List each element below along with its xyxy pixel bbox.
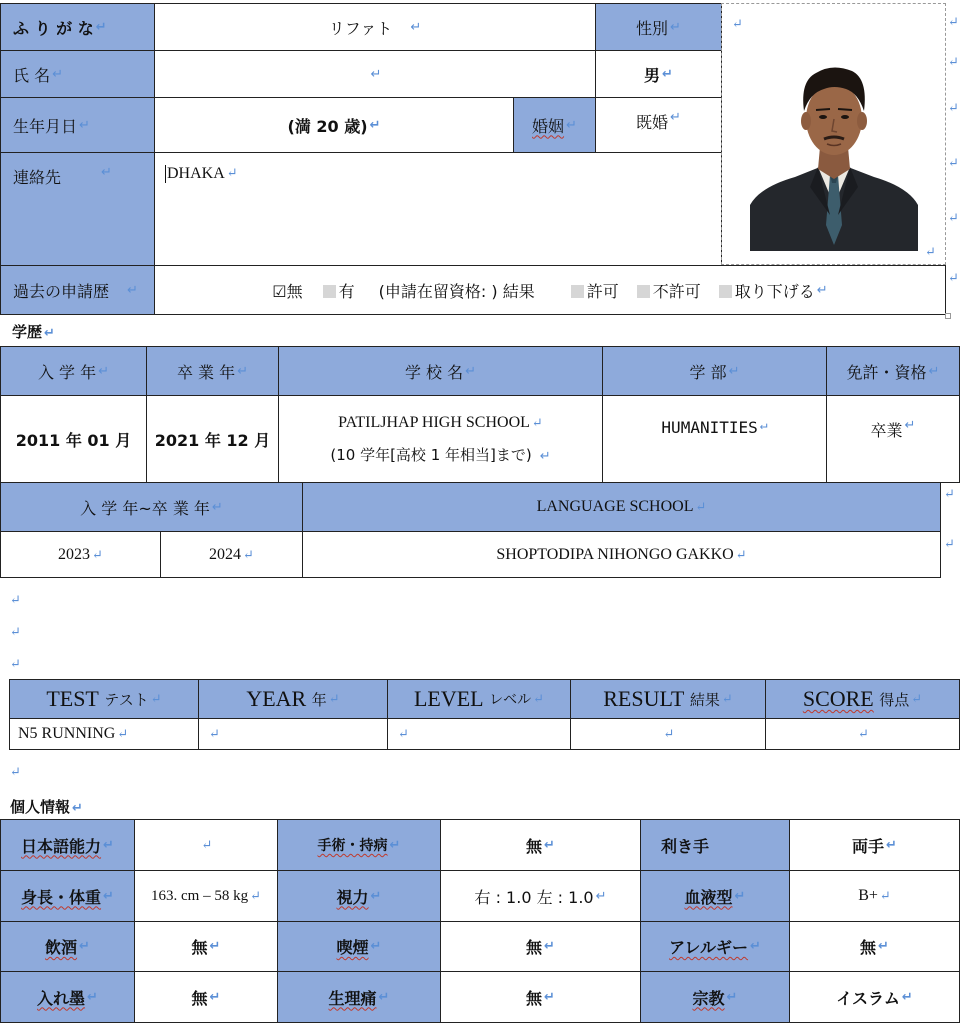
history-yes-checkbox[interactable] [323,285,336,298]
gender-value[interactable]: 男 ↵ [595,50,722,98]
furigana-value[interactable]: リファト ↵ [154,3,596,51]
dob-label: 生年月日 ↵ [0,97,155,153]
paragraph-mark: ↵ [10,764,21,779]
test-header-test: TEST テスト ↵ [9,679,199,719]
surgery-illness-label: 手術・持病 ↵ [277,819,441,871]
history-none-checkbox[interactable]: ☑無 [272,281,303,301]
surgery-illness-value[interactable]: 無 ↵ [440,819,641,871]
language-end-year[interactable]: 2024 ↵ [160,531,303,578]
education-graduate-date[interactable]: 2021 年 12 月 [146,395,279,483]
paragraph-mark: ↵ [10,592,21,607]
handedness-value[interactable]: 両手 ↵ [789,819,960,871]
height-weight-value[interactable]: 163. cm – 58 kg ↵ [134,870,278,922]
japanese-ability-label: 日本語能力 ↵ [0,819,135,871]
education-header-graduate: 卒 業 年 ↵ [146,346,279,396]
education-header-qualification: 免許・資格 ↵ [826,346,960,396]
education-faculty[interactable]: HUMANITIES ↵ [602,395,827,483]
paragraph-mark: ↵ [10,624,21,639]
test-header-result: RESULT 結果 ↵ [570,679,766,719]
history-permit-checkbox[interactable] [571,285,584,298]
education-header-enter: 入 学 年 ↵ [0,346,147,396]
language-period-header: 入 学 年~卒 業 年 ↵ [0,482,303,532]
education-enter-date[interactable]: 2011 年 01 月 [0,395,147,483]
drinking-label: 飲酒 ↵ [0,921,135,972]
language-school-header: LANGUAGE SCHOOL ↵ [302,482,941,532]
test-header-score: SCORE 得点 ↵ [765,679,960,719]
education-header-faculty: 学 部 ↵ [602,346,827,396]
tattoo-value[interactable]: 無 ↵ [134,971,278,1023]
test-score-cell[interactable]: ↵ [765,718,960,750]
language-school-name[interactable]: SHOPTODIPA NIHONGO GAKKO ↵ [302,531,941,578]
person-portrait-icon [750,55,918,251]
blood-type-label: 血液型 ↵ [640,870,790,922]
education-school-name[interactable]: PATILJHAP HIGH SCHOOL ↵ (10 学年[高校 1 年相当]まで) ↵ [278,395,603,483]
test-level-cell[interactable]: ↵ [387,718,571,750]
test-year-cell[interactable]: ↵ [198,718,388,750]
japanese-ability-value[interactable]: ↵ [134,819,278,871]
eyesight-value[interactable]: 右 : 1.0 左 : 1.0 ↵ [440,870,641,922]
education-header-school: 学 校 名 ↵ [278,346,603,396]
drinking-value[interactable]: 無 ↵ [134,921,278,972]
history-value[interactable]: ☑無 有 (申請在留資格: ) 結果 許可 不許可 取り下げる ↵ [154,265,946,315]
history-withdraw-checkbox[interactable] [719,285,732,298]
smoking-value[interactable]: 無 ↵ [440,921,641,972]
handedness-label: 利き手 [640,819,790,871]
smoking-label: 喫煙 ↵ [277,921,441,972]
personal-heading: 個人情報 ↵ [10,798,83,816]
marriage-label: 婚姻 ↵ [513,97,596,153]
dob-value[interactable]: (満 20 歳) ↵ [154,97,514,153]
allergy-value[interactable]: 無 ↵ [789,921,960,972]
applicant-photo[interactable] [750,55,918,251]
test-header-level: LEVEL レベル ↵ [387,679,571,719]
gender-label: 性別 ↵ [595,3,722,51]
tattoo-label: 入れ墨 ↵ [0,971,135,1023]
blood-type-value[interactable]: B+ ↵ [789,870,960,922]
education-qualification[interactable]: 卒業 ↵ [826,395,960,483]
menstrual-pain-label: 生理痛 ↵ [277,971,441,1023]
test-name-cell[interactable]: N5 RUNNING ↵ [9,718,199,750]
paragraph-mark: ↵ [10,656,21,671]
history-label: 過去の申請歴 ↵ [0,265,155,315]
name-value[interactable]: ↵ [154,50,596,98]
test-header-year: YEAR 年 ↵ [198,679,388,719]
religion-value[interactable]: イスラム ↵ [789,971,960,1023]
allergy-label: アレルギー ↵ [640,921,790,972]
language-start-year[interactable]: 2023 ↵ [0,531,161,578]
menstrual-pain-value[interactable]: 無 ↵ [440,971,641,1023]
religion-label: 宗教 ↵ [640,971,790,1023]
height-weight-label: 身長・体重 ↵ [0,870,135,922]
eyesight-label: 視力 ↵ [277,870,441,922]
history-deny-checkbox[interactable] [637,285,650,298]
test-result-cell[interactable]: ↵ [570,718,766,750]
resize-handle[interactable] [945,313,951,319]
contact-value[interactable]: DHAKA ↵ [154,152,722,266]
name-label: 氏 名 ↵ [0,50,155,98]
education-heading: 学歴 ↵ [12,323,55,341]
furigana-label: ふ り が な ↵ [0,3,155,51]
contact-label: 連絡先 ↵ [0,152,155,266]
marriage-value[interactable]: 既婚 ↵ [595,97,722,153]
